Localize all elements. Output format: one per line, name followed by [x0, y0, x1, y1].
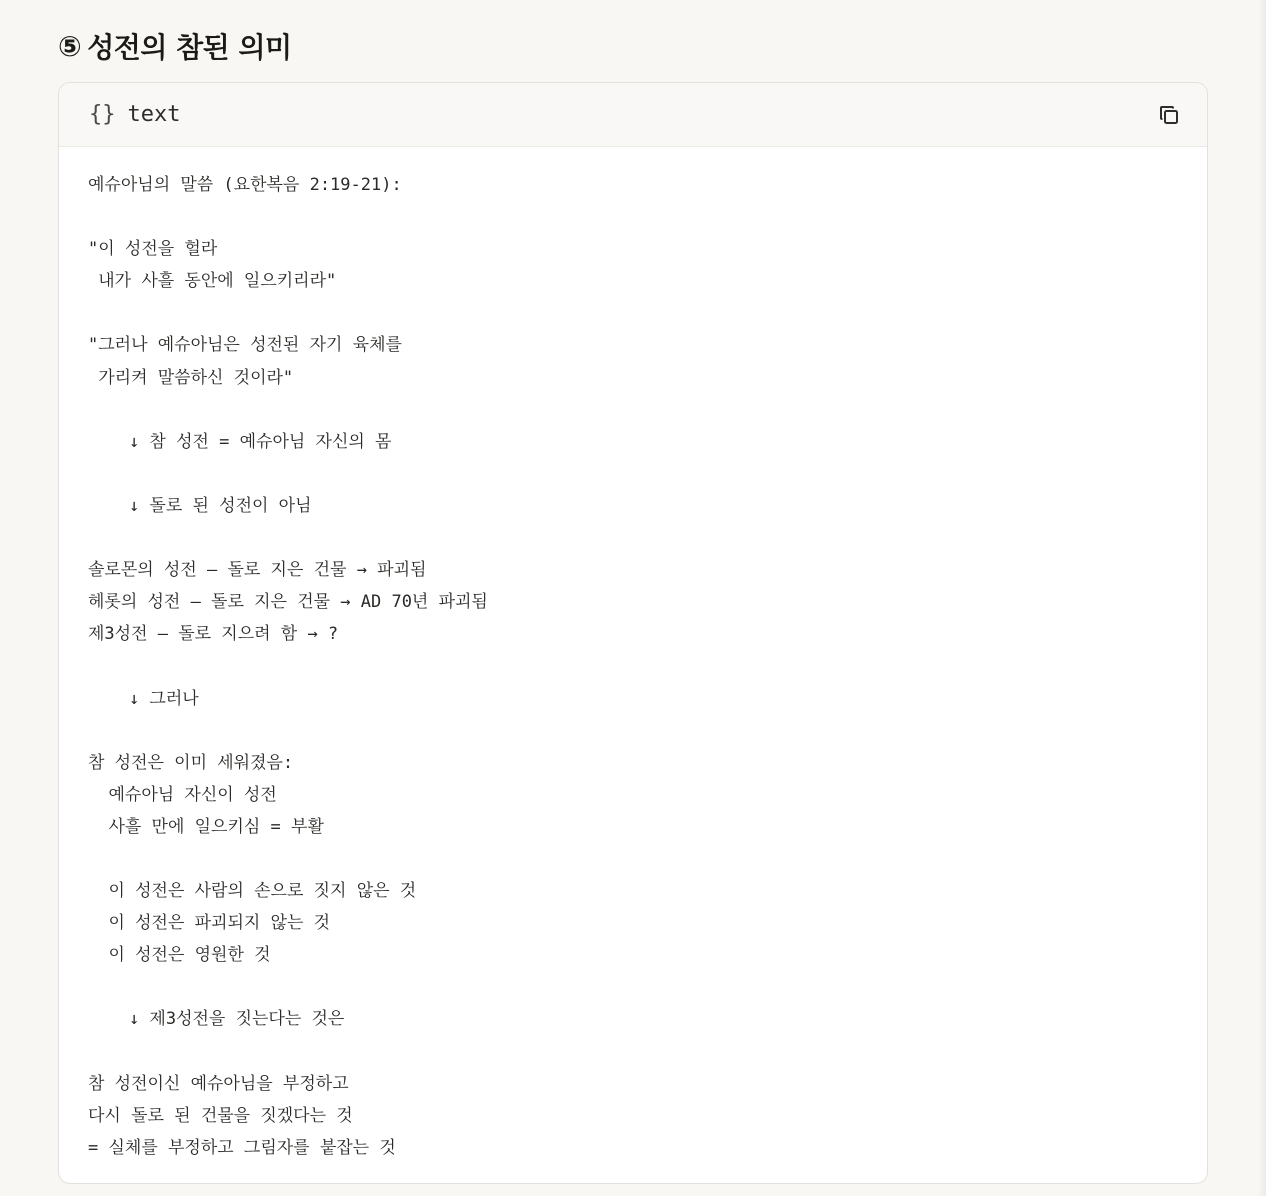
- code-block-header: [59, 83, 1207, 147]
- copy-icon: [1158, 104, 1180, 126]
- code-language-name: text: [127, 102, 181, 127]
- section-title: 성전의 참된 의미: [87, 31, 292, 64]
- section-heading: [58, 26, 292, 66]
- copy-button[interactable]: [1155, 101, 1183, 129]
- code-content: 예슈아님의 말씀 (요한복음 2:19-21): "이 성전을 헐라 내가 사흘 동안에 일으키리라" "그러나 예슈아님은 성전된 자기 육체를 가리켜 말씀하신 것이라" ↓ 참 성전 = 예슈아님 자신의 몸 ↓ 돌로 된 성전이 아님 솔로몬의 성전 — 돌로 지은 건물 → 파괴됨 헤롯의 성전 — 돌로 지은 건물 → AD 70년 파괴됨 제3성전 — 돌로 지으려 함 → ? ↓ 그러나 참 성전은 이미 세워졌음: 예슈아님 자신이 성전 사흘 만에 일으키심 = 부활 이 성전은 사람의 손으로 짓지 않은 것 이 성전은 파괴되지 않는 것 이 성전은 영원한 것 ↓ 제3성전을 짓는다는 것은 참 성전이신 예슈아님을 부정하고 다시 돌로 된 건물을 짓겠다는 것 = 실체를 부정하고 그림자를 붙잡는 것: [88, 175, 488, 1158]
- code-language-label: [89, 102, 180, 127]
- scroll-edge-shadow: [1258, 0, 1266, 1196]
- code-block: [58, 82, 1208, 1184]
- section-number: ⑤: [58, 29, 82, 63]
- code-braces-icon: {}: [89, 102, 116, 127]
